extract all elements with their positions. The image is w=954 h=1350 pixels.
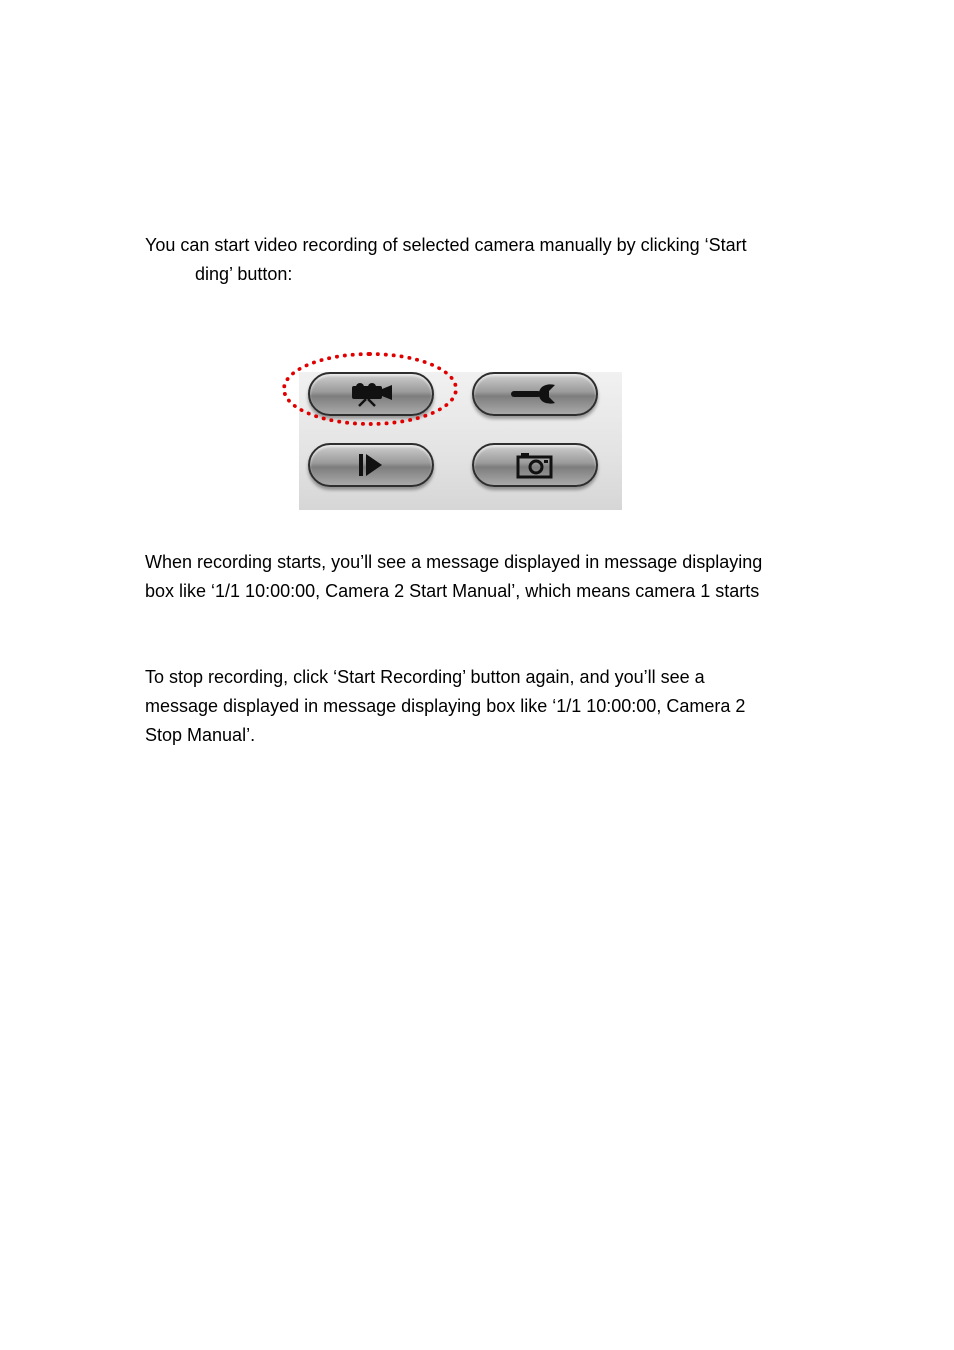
start-text-line-2: box like ‘1/1 10:00:00, Camera 2 Start Manual’, which means camera 1 starts: [145, 581, 760, 601]
play-icon: [356, 452, 386, 478]
settings-button[interactable]: [472, 372, 598, 416]
stop-text-line-2: message displayed in message displaying box like ‘1/1 10:00:00, Camera 2: [145, 696, 746, 716]
camera-snapshot-icon: [515, 451, 555, 479]
intro-text-line-2: ding’ button:: [195, 264, 293, 284]
intro-text-line-1: You can start video recording of selected camera manually by clicking ‘Start: [145, 235, 747, 255]
stop-text-line-3: Stop Manual’.: [145, 725, 256, 745]
control-button-panel: [299, 372, 622, 510]
start-text-line-1: When recording starts, you’ll see a message displayed in message displaying: [145, 552, 763, 572]
video-camera-icon: [346, 381, 396, 407]
playback-button[interactable]: [308, 443, 434, 487]
wrench-icon: [509, 382, 561, 406]
start-recording-button[interactable]: [308, 372, 434, 416]
stop-text-line-1: To stop recording, click ‘Start Recording’ button again, and you’ll see a: [145, 667, 705, 687]
snapshot-button[interactable]: [472, 443, 598, 487]
